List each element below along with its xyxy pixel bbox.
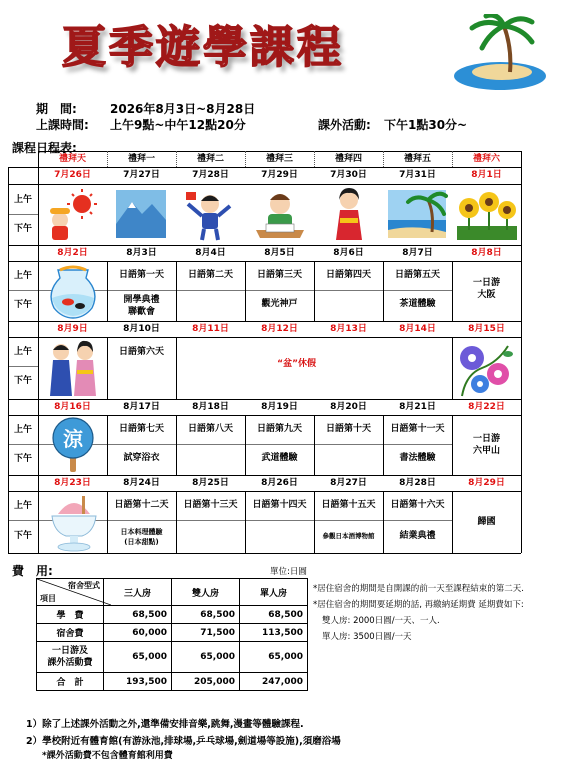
class-cell: 日語第四天: [325, 270, 371, 280]
date-cell: 8月14日: [399, 324, 436, 334]
holiday-label: 休假: [298, 359, 317, 369]
period-value: 2026年8月3日~8月28日: [110, 102, 256, 116]
fee-row-activities: [37, 642, 308, 673]
date-cell: 8月28日: [399, 478, 436, 488]
date-cell: 7月30日: [330, 170, 367, 180]
activity-cell: 開學典禮: [123, 295, 160, 305]
date-cell: 8月13日: [330, 324, 367, 334]
am-label: 上午: [13, 271, 32, 281]
fee-value: 68,500: [172, 606, 240, 624]
activity-cell: (日本甜點): [124, 538, 159, 546]
activity-label: 課外活動:: [318, 118, 371, 132]
class-cell: 日語第八天: [187, 424, 233, 434]
note-line: *居住宿舍的期間是自開課的前一天至課程結束的第二天.: [313, 584, 524, 594]
fee-table: [36, 578, 308, 691]
weekday-thu: 禮拜四: [334, 154, 362, 164]
activity-value: 下午1點30分~: [384, 118, 468, 132]
fee-row-label: [37, 642, 104, 673]
pm-label: 下午: [13, 376, 32, 386]
date-cell: 8月19日: [261, 402, 298, 412]
class-cell: 日語第三天: [256, 270, 302, 280]
date-cell: 8月2日: [57, 248, 88, 258]
kid-jumping-icon: [180, 184, 240, 244]
mountain-view-icon: [112, 186, 170, 242]
fee-value: 68,500: [240, 606, 308, 624]
activity-cell: 聯歡會: [127, 307, 155, 317]
excursion-cell: 一日游: [472, 434, 500, 444]
note-line: 單人房: 3500日圓/一天: [322, 632, 412, 642]
fee-corner-bottom: 項目: [40, 594, 56, 603]
fee-value: 113,500: [240, 624, 308, 642]
weekday-fri: 禮拜五: [403, 154, 431, 164]
excursion-cell: 六甲山: [472, 446, 500, 456]
fee-value: 205,000: [172, 673, 240, 691]
date-cell: 8月9日: [57, 324, 88, 334]
class-cell: 日語第十五天: [321, 500, 376, 510]
fee-value: 65,000: [240, 642, 308, 673]
activity-cell: 書法體驗: [399, 453, 436, 463]
date-cell: 8月3日: [126, 248, 157, 258]
date-cell: 8月24日: [123, 478, 160, 488]
date-cell: 8月5日: [264, 248, 295, 258]
date-cell: 7月31日: [399, 170, 436, 180]
am-label: 上午: [13, 347, 32, 357]
am-label: 上午: [13, 501, 32, 511]
class-cell: 日語第十一天: [390, 424, 445, 434]
activity-cell: 茶道體驗: [399, 299, 436, 309]
date-cell: 8月6日: [333, 248, 364, 258]
pm-label: 下午: [13, 300, 32, 310]
am-label: 上午: [13, 425, 32, 435]
am-label: 上午: [13, 195, 32, 205]
fee-row-label: 合 計: [37, 673, 104, 691]
fee-row-label-line1: 一日游及: [51, 646, 88, 656]
shaved-ice-icon: [44, 492, 104, 552]
date-cell: 8月8日: [471, 248, 502, 258]
date-cell: 7月28日: [192, 170, 229, 180]
goldfish-bag-icon: [42, 262, 104, 320]
fee-col-single: 單人房: [240, 579, 308, 606]
fee-row-label-line2: 課外活動費: [47, 658, 93, 668]
date-cell: 8月11日: [192, 324, 229, 334]
activity-cell: 參觀日本酒博物館: [322, 532, 375, 540]
weekday-tue: 禮拜二: [196, 154, 224, 164]
fee-corner-top: 宿舍型式: [68, 581, 100, 590]
fee-corner: [37, 579, 104, 606]
date-cell: 8月12日: [261, 324, 298, 334]
fee-value: 65,000: [104, 642, 172, 673]
date-cell: 8月20日: [330, 402, 367, 412]
weekday-mon: 禮拜一: [127, 154, 155, 164]
fee-row-tuition: [37, 606, 308, 624]
class-cell: 日語第六天: [118, 347, 164, 357]
class-cell: 日語第二天: [187, 270, 233, 280]
class-cell: 日語第十三天: [183, 500, 238, 510]
date-cell: 8月27日: [330, 478, 367, 488]
date-cell: 8月26日: [261, 478, 298, 488]
date-cell: 8月17日: [123, 402, 160, 412]
class-cell: 日語第十六天: [390, 500, 445, 510]
activity-cell: 武道體驗: [261, 453, 298, 463]
excursion-cell: 大阪: [477, 290, 496, 300]
pm-label: 下午: [13, 531, 32, 541]
date-cell: 8月25日: [192, 478, 229, 488]
fee-row-label: 學 費: [37, 606, 104, 624]
kimono-girl-icon: [318, 184, 380, 244]
pm-label: 下午: [13, 454, 32, 464]
weekday-sat: 禮拜六: [472, 154, 500, 164]
activity-cell: 日本料理體驗: [120, 528, 163, 536]
date-cell: 8月15日: [468, 324, 505, 334]
schedule-label: 課程日程表:: [12, 141, 77, 155]
date-cell: 7月26日: [54, 170, 91, 180]
class-cell: 日語第十天: [325, 424, 371, 434]
svg-text:涼: 涼: [63, 427, 83, 451]
date-cell: 8月21日: [399, 402, 436, 412]
date-cell: 8月16日: [54, 402, 91, 412]
note-line: 雙人房: 2000日圓/一天、一人.: [322, 616, 440, 626]
weekday-sun: 禮拜天: [58, 154, 86, 164]
activity-cell: 觀光神戸: [261, 299, 298, 309]
holiday-quote: “盆”: [277, 359, 298, 369]
fee-value: 193,500: [104, 673, 172, 691]
activity-cell: 結業典禮: [399, 531, 436, 541]
fee-row-dorm: [37, 624, 308, 642]
date-cell: 8月7日: [402, 248, 433, 258]
date-cell: 8月23日: [54, 478, 91, 488]
footer-note: 2）學校附近有體育館(有游泳池,排球場,乒乓球場,劍道場等設施),須磨浴場: [26, 736, 341, 747]
date-cell: 7月27日: [123, 170, 160, 180]
weekday-wed: 禮拜三: [265, 154, 293, 164]
page-title: 夏季遊學課程: [62, 22, 344, 73]
date-cell: 8月1日: [471, 170, 502, 180]
fee-value: 68,500: [104, 606, 172, 624]
class-time-value: 上午9點~中午12點20分: [110, 118, 246, 132]
morning-glory-icon: [452, 338, 518, 398]
activity-cell: 試穿浴衣: [123, 453, 160, 463]
class-cell: 日語第十二天: [114, 500, 169, 510]
pm-label: 下午: [13, 224, 32, 234]
fee-col-triple: 三人房: [104, 579, 172, 606]
return-home-cell: 歸國: [477, 517, 496, 527]
footer-note: 1）除了上述課外活動之外,還準備安排音樂,跳舞,漫畫等體驗課程.: [26, 719, 304, 730]
fee-value: 71,500: [172, 624, 240, 642]
class-cell: 日語第五天: [394, 270, 440, 280]
fee-label: 費 用:: [12, 564, 53, 578]
date-cell: 7月29日: [261, 170, 298, 180]
fee-value: 247,000: [240, 673, 308, 691]
student-studying-icon: [250, 186, 310, 242]
class-cell: 日語第一天: [118, 270, 164, 280]
date-cell: 8月22日: [468, 402, 505, 412]
date-cell: 8月29日: [468, 478, 505, 488]
fee-row-total: [37, 673, 308, 691]
class-time-label: 上課時間:: [36, 118, 89, 132]
fee-unit: 單位:日圓: [270, 567, 307, 577]
footer-note: *課外活動費不包含體育館利用費: [42, 751, 173, 761]
note-line: *居住宿舍的期間要延期的話, 再繳納延期費 延期費如下:: [313, 600, 524, 610]
uchiwa-fan-icon: [48, 416, 98, 474]
date-cell: 8月4日: [195, 248, 226, 258]
fee-value: 65,000: [172, 642, 240, 673]
period-label: 期 間:: [36, 102, 77, 116]
class-cell: 日語第九天: [256, 424, 302, 434]
class-cell: 日語第十四天: [252, 500, 307, 510]
fee-row-label: 宿舍費: [37, 624, 104, 642]
date-cell: 8月18日: [192, 402, 229, 412]
beach-icon: [386, 186, 448, 242]
summer-sun-icon: [44, 186, 102, 242]
fee-col-double: 雙人房: [172, 579, 240, 606]
sunflower-icon: [455, 186, 519, 242]
excursion-cell: 一日游: [472, 278, 500, 288]
yukata-couple-icon: [42, 338, 104, 398]
fee-value: 60,000: [104, 624, 172, 642]
class-cell: 日語第七天: [118, 424, 164, 434]
date-cell: 8月10日: [123, 324, 160, 334]
